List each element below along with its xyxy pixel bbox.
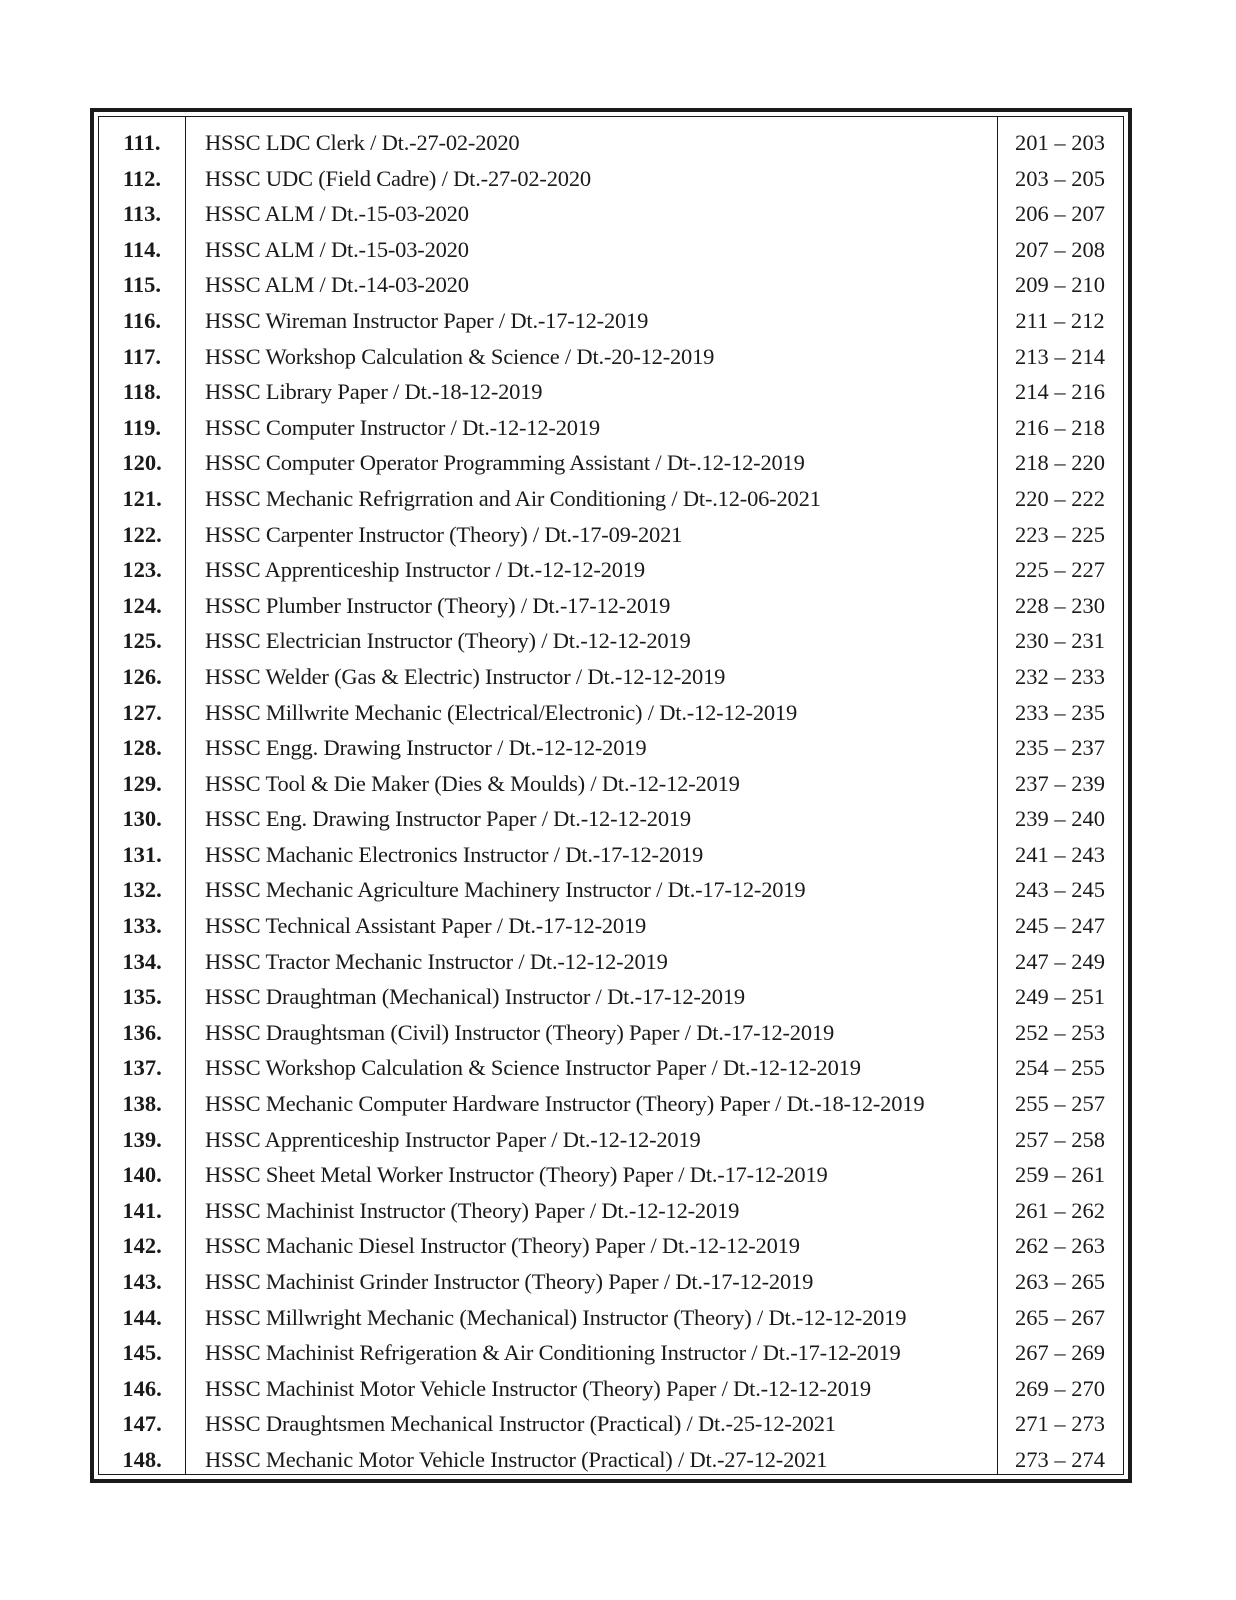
serial-number: 139. [122, 1126, 162, 1152]
serial-number: 119. [122, 414, 162, 440]
serial-number: 137. [122, 1055, 162, 1081]
page-range: 203 – 205 [1015, 165, 1105, 191]
serial-number: 145. [122, 1340, 162, 1366]
page-range: 233 – 235 [1015, 699, 1105, 725]
table-row [99, 445, 1123, 481]
paper-title: HSSC Electrician Instructor (Theory) / Dt.-12-12-2019 [205, 628, 691, 654]
paper-title: HSSC Mechanic Computer Hardware Instructor (Theory) Paper / Dt.-18-12-2019 [205, 1091, 925, 1117]
table-row [99, 944, 1123, 980]
paper-title: HSSC Eng. Drawing Instructor Paper / Dt.-12-12-2019 [205, 806, 691, 832]
page-range: 225 – 227 [1015, 557, 1105, 583]
contents-table-frame [90, 108, 1132, 1483]
page-range: 259 – 261 [1015, 1162, 1105, 1188]
paper-title: HSSC Tool & Die Maker (Dies & Moulds) / Dt.-12-12-2019 [205, 770, 740, 796]
serial-number: 134. [122, 948, 162, 974]
table-row [99, 837, 1123, 873]
page-range: 213 – 214 [1015, 343, 1105, 369]
serial-number: 120. [122, 450, 162, 476]
table-row [99, 374, 1123, 410]
table-row [99, 908, 1123, 944]
page-range: 228 – 230 [1015, 592, 1105, 618]
paper-title: HSSC Millwright Mechanic (Mechanical) Instructor (Theory) / Dt.-12-12-2019 [205, 1304, 907, 1330]
table-row [99, 872, 1123, 908]
page-range: 269 – 270 [1015, 1375, 1105, 1401]
paper-title: HSSC Mechanic Motor Vehicle Instructor (Practical) / Dt.-27-12-2021 [205, 1446, 828, 1472]
paper-title: HSSC Carpenter Instructor (Theory) / Dt.-17-09-2021 [205, 521, 683, 547]
serial-number: 146. [122, 1375, 162, 1401]
paper-title: HSSC Library Paper / Dt.-18-12-2019 [205, 379, 543, 405]
table-row [99, 517, 1123, 553]
table-row [99, 730, 1123, 766]
table-row [99, 979, 1123, 1015]
table-row [99, 1264, 1123, 1300]
page-range: 232 – 233 [1015, 663, 1105, 689]
page-range: 218 – 220 [1015, 450, 1105, 476]
page-range: 257 – 258 [1015, 1126, 1105, 1152]
serial-number: 131. [122, 841, 162, 867]
page-range: 235 – 237 [1015, 735, 1105, 761]
paper-title: HSSC Draughtsman (Civil) Instructor (Theory) Paper / Dt.-17-12-2019 [205, 1019, 834, 1045]
serial-number: 127. [122, 699, 162, 725]
page-range: 237 – 239 [1015, 770, 1105, 796]
page-range: 249 – 251 [1015, 984, 1105, 1010]
serial-number: 136. [122, 1019, 162, 1045]
contents-rows [99, 125, 1123, 1478]
table-row [99, 481, 1123, 517]
page-range: 271 – 273 [1015, 1411, 1105, 1437]
table-row [99, 232, 1123, 268]
serial-number: 130. [122, 806, 162, 832]
serial-number: 118. [122, 379, 162, 405]
page-range: 243 – 245 [1015, 877, 1105, 903]
page-range: 230 – 231 [1015, 628, 1105, 654]
serial-number: 113. [122, 201, 162, 227]
paper-title: HSSC Computer Operator Programming Assistant / Dt-.12-12-2019 [205, 450, 805, 476]
page-range: 273 – 274 [1015, 1446, 1105, 1472]
table-row [99, 410, 1123, 446]
table-row [99, 1442, 1123, 1478]
paper-title: HSSC Workshop Calculation & Science Instructor Paper / Dt.-12-12-2019 [205, 1055, 861, 1081]
serial-number: 148. [122, 1446, 162, 1472]
table-row [99, 1122, 1123, 1158]
page-range: 241 – 243 [1015, 841, 1105, 867]
table-row [99, 552, 1123, 588]
serial-number: 123. [122, 557, 162, 583]
page-range: 209 – 210 [1015, 272, 1105, 298]
paper-title: HSSC Machanic Diesel Instructor (Theory) Paper / Dt.-12-12-2019 [205, 1233, 800, 1259]
serial-number: 143. [122, 1269, 162, 1294]
paper-title: HSSC ALM / Dt.-15-03-2020 [205, 201, 469, 227]
page-range: 261 – 262 [1015, 1197, 1105, 1223]
paper-title: HSSC Sheet Metal Worker Instructor (Theory) Paper / Dt.-17-12-2019 [205, 1162, 828, 1188]
paper-title: HSSC Computer Instructor / Dt.-12-12-2019 [205, 414, 600, 440]
table-row [99, 303, 1123, 339]
paper-title: HSSC Mechanic Agriculture Machinery Instructor / Dt.-17-12-2019 [205, 877, 806, 903]
serial-number: 122. [122, 521, 162, 547]
serial-number: 132. [122, 877, 162, 903]
serial-number: 116. [122, 307, 162, 333]
paper-title: HSSC Plumber Instructor (Theory) / Dt.-17-12-2019 [205, 592, 671, 618]
table-row [99, 196, 1123, 232]
serial-number: 121. [122, 485, 162, 511]
table-row [99, 659, 1123, 695]
table-row [99, 1335, 1123, 1371]
page-range: 201 – 203 [1015, 130, 1105, 155]
paper-title: HSSC Technical Assistant Paper / Dt.-17-12-2019 [205, 913, 647, 939]
paper-title: HSSC Apprenticeship Instructor Paper / Dt.-12-12-2019 [205, 1126, 701, 1152]
serial-number: 128. [122, 735, 162, 761]
page-range: 245 – 247 [1015, 913, 1105, 939]
serial-number: 135. [122, 984, 162, 1010]
paper-title: HSSC ALM / Dt.-15-03-2020 [205, 236, 469, 262]
paper-title: HSSC Mechanic Refrigrration and Air Conditioning / Dt-.12-06-2021 [205, 485, 821, 511]
page-range: 267 – 269 [1015, 1340, 1105, 1366]
table-row [99, 801, 1123, 837]
serial-number: 141. [122, 1197, 162, 1223]
table-row [99, 1050, 1123, 1086]
paper-title: HSSC Machinist Grinder Instructor (Theory) Paper / Dt.-17-12-2019 [205, 1269, 814, 1294]
table-row [99, 1228, 1123, 1264]
paper-title: HSSC Welder (Gas & Electric) Instructor / Dt.-12-12-2019 [205, 663, 726, 689]
serial-number: 147. [122, 1411, 162, 1437]
serial-number: 133. [122, 913, 162, 939]
page-range: 254 – 255 [1015, 1055, 1105, 1081]
serial-number: 125. [122, 628, 162, 654]
page-range: 239 – 240 [1015, 806, 1105, 832]
table-row [99, 267, 1123, 303]
serial-number: 138. [122, 1091, 162, 1117]
serial-number: 115. [122, 272, 162, 298]
table-row [99, 766, 1123, 802]
paper-title: HSSC Machinist Instructor (Theory) Paper / Dt.-12-12-2019 [205, 1197, 740, 1223]
serial-number: 117. [122, 343, 162, 369]
serial-number: 144. [122, 1304, 162, 1330]
table-row [99, 1193, 1123, 1229]
paper-title: HSSC Machinist Refrigeration & Air Conditioning Instructor / Dt.-17-12-2019 [205, 1340, 901, 1366]
page-range: 252 – 253 [1015, 1019, 1105, 1045]
serial-number: 140. [122, 1162, 162, 1188]
table-row [99, 1371, 1123, 1407]
paper-title: HSSC Workshop Calculation & Science / Dt.-20-12-2019 [205, 343, 715, 369]
table-row [99, 161, 1123, 197]
page-range: 263 – 265 [1015, 1269, 1105, 1294]
page-range: 207 – 208 [1015, 236, 1105, 262]
paper-title: HSSC LDC Clerk / Dt.-27-02-2020 [205, 130, 520, 155]
table-row [99, 1015, 1123, 1051]
page-range: 223 – 225 [1015, 521, 1105, 547]
paper-title: HSSC Tractor Mechanic Instructor / Dt.-12-12-2019 [205, 948, 668, 974]
page-range: 220 – 222 [1015, 485, 1105, 511]
paper-title: HSSC UDC (Field Cadre) / Dt.-27-02-2020 [205, 165, 591, 191]
page-range: 247 – 249 [1015, 948, 1105, 974]
paper-title: HSSC Engg. Drawing Instructor / Dt.-12-12-2019 [205, 735, 647, 761]
paper-title: HSSC Machanic Electronics Instructor / Dt.-17-12-2019 [205, 841, 704, 867]
serial-number: 142. [122, 1233, 162, 1259]
paper-title: HSSC Draughtsmen Mechanical Instructor (Practical) / Dt.-25-12-2021 [205, 1411, 836, 1437]
serial-number: 124. [122, 592, 162, 618]
paper-title: HSSC Draughtman (Mechanical) Instructor / Dt.-17-12-2019 [205, 984, 745, 1010]
table-row [99, 1406, 1123, 1442]
paper-title: HSSC Apprenticeship Instructor / Dt.-12-12-2019 [205, 557, 645, 583]
paper-title: HSSC Millwrite Mechanic (Electrical/Electronic) / Dt.-12-12-2019 [205, 699, 798, 725]
serial-number: 114. [122, 236, 162, 262]
page-range: 265 – 267 [1015, 1304, 1105, 1330]
table-row [99, 1157, 1123, 1193]
serial-number: 126. [122, 663, 162, 689]
table-row [99, 695, 1123, 731]
contents-table [98, 116, 1124, 1475]
table-row [99, 125, 1123, 161]
serial-number: 112. [122, 165, 162, 191]
page-range: 214 – 216 [1015, 379, 1105, 405]
paper-title: HSSC Machinist Motor Vehicle Instructor (Theory) Paper / Dt.-12-12-2019 [205, 1375, 871, 1401]
table-row [99, 623, 1123, 659]
table-row [99, 1300, 1123, 1336]
page-range: 255 – 257 [1015, 1091, 1105, 1117]
page-range: 211 – 212 [1015, 307, 1105, 333]
serial-number: 111. [123, 130, 161, 155]
paper-title: HSSC ALM / Dt.-14-03-2020 [205, 272, 469, 298]
page-range: 216 – 218 [1015, 414, 1105, 440]
table-row [99, 339, 1123, 375]
paper-title: HSSC Wireman Instructor Paper / Dt.-17-12-2019 [205, 307, 649, 333]
page-range: 206 – 207 [1015, 201, 1105, 227]
page-range: 262 – 263 [1015, 1233, 1105, 1259]
table-row [99, 588, 1123, 624]
table-row [99, 1086, 1123, 1122]
serial-number: 129. [122, 770, 162, 796]
